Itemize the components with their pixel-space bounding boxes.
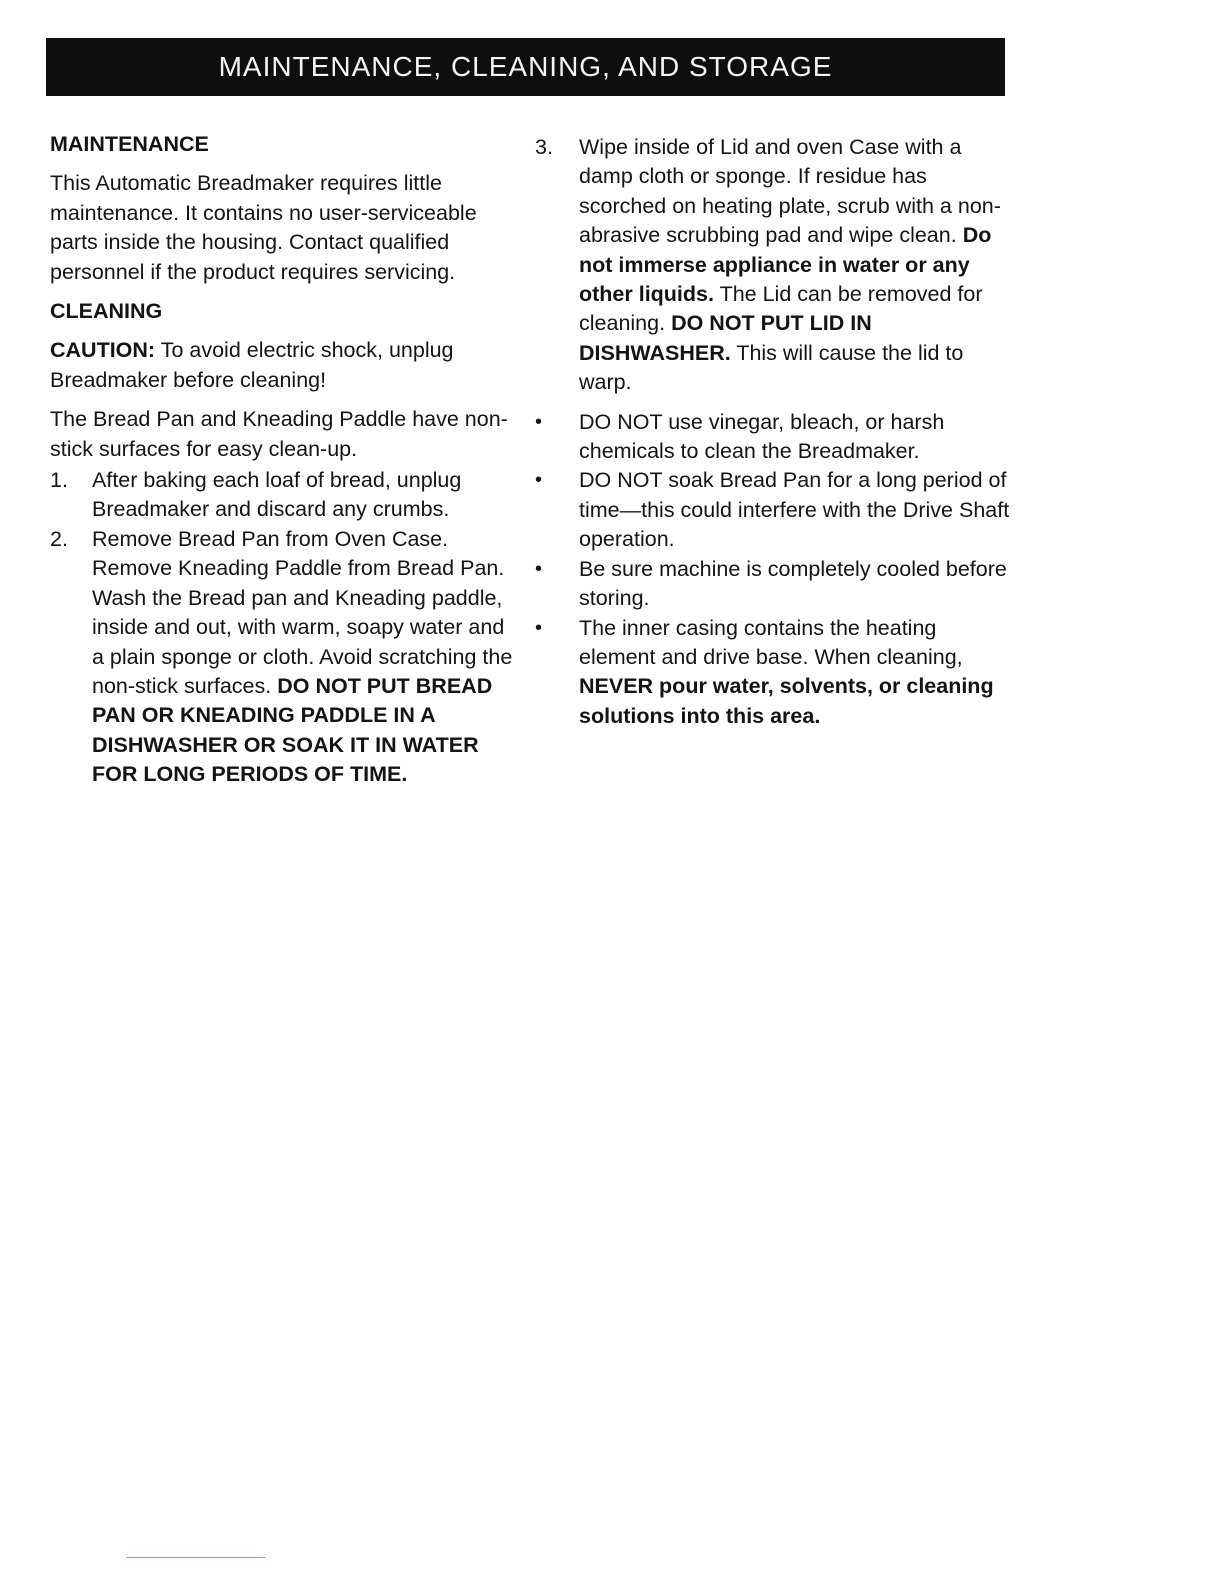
right-column: [535, 133, 1015, 731]
step-body: [579, 133, 1015, 398]
bullet-text: DO NOT use vinegar, bleach, or harsh chemicals to clean the Breadmaker.: [579, 409, 945, 464]
bullet-text: The inner casing contains the heating element and drive base. When cleaning,: [579, 615, 963, 669]
bullet-icon: •: [535, 410, 543, 433]
step-warning: DO NOT PUT LID IN DISHWASHER.: [579, 311, 872, 365]
bullet-item: [535, 408, 1015, 467]
section-banner: [46, 38, 1005, 96]
step-number: 3.: [535, 135, 553, 159]
caution-paragraph: [50, 336, 520, 395]
maintenance-heading: MAINTENANCE: [50, 132, 209, 156]
bullet-body: [579, 614, 1015, 732]
step-text: After baking each loaf of bread, unplug Breadmaker and discard any crumbs.: [92, 468, 462, 522]
cleaning-heading: CLEANING: [50, 299, 163, 324]
bullet-icon: •: [535, 616, 543, 639]
bullet-text: DO NOT soak Bread Pan for a long period of time—this could interfere with the Drive Shaft operation.: [579, 468, 1010, 552]
bullet-text: Be sure machine is completely cooled before storing.: [579, 556, 1007, 611]
maintenance-text: This Automatic Breadmaker requires little maintenance. It contains no user-serviceable parts inside the housing. Contact qualified personnel if the product requires servicing.: [50, 171, 477, 284]
step-warning: DO NOT PUT BREAD PAN OR KNEADING PADDLE IN A DISHWASHER OR SOAK IT IN WATER FOR LONG PERIODS OF TIME.: [92, 673, 493, 787]
caution-label: CAUTION:: [50, 338, 156, 363]
caution-text: To avoid electric shock, unplug Breadmaker before cleaning!: [50, 338, 454, 392]
left-column: [50, 130, 520, 790]
step-text: The Lid can be removed for cleaning.: [579, 282, 983, 336]
footer-divider: [126, 1557, 266, 1558]
bullet-icon: •: [535, 557, 543, 580]
step-text: Remove Bread Pan from Oven Case. Remove Kneading Paddle from Bread Pan. Wash the Bread pan and Kneading paddle, inside and out, with warm, soapy water and a plain sponge or cloth. Avoid scratching the non-stick surfaces.: [92, 526, 513, 698]
step-body: [92, 525, 520, 790]
bullet-item: [535, 466, 1015, 554]
bullet-icon: •: [535, 469, 543, 492]
bullet-item: [535, 555, 1015, 614]
cleaning-intro: The Bread Pan and Kneading Paddle have non-stick surfaces for easy clean-up.: [50, 407, 508, 461]
step-number: 2.: [50, 526, 68, 551]
section-title: MAINTENANCE, CLEANING, AND STORAGE: [218, 51, 833, 82]
list-item: [50, 525, 520, 790]
list-item: [50, 466, 520, 525]
step-text: This will cause the lid to warp.: [579, 340, 964, 395]
bullet-warning: NEVER pour water, solvents, or cleaning solutions into this area.: [579, 674, 994, 728]
bullet-item: [535, 614, 1015, 732]
step-text: Wipe inside of Lid and oven Case with a damp cloth or sponge. If residue has scorched on heating plate, scrub with a non-abrasive scrubbing pad and wipe clean.: [579, 135, 1001, 248]
step-number: 1.: [50, 468, 68, 493]
list-item: [535, 133, 1015, 398]
step-warning: Do not immerse appliance in water or any other liquids.: [579, 223, 992, 307]
